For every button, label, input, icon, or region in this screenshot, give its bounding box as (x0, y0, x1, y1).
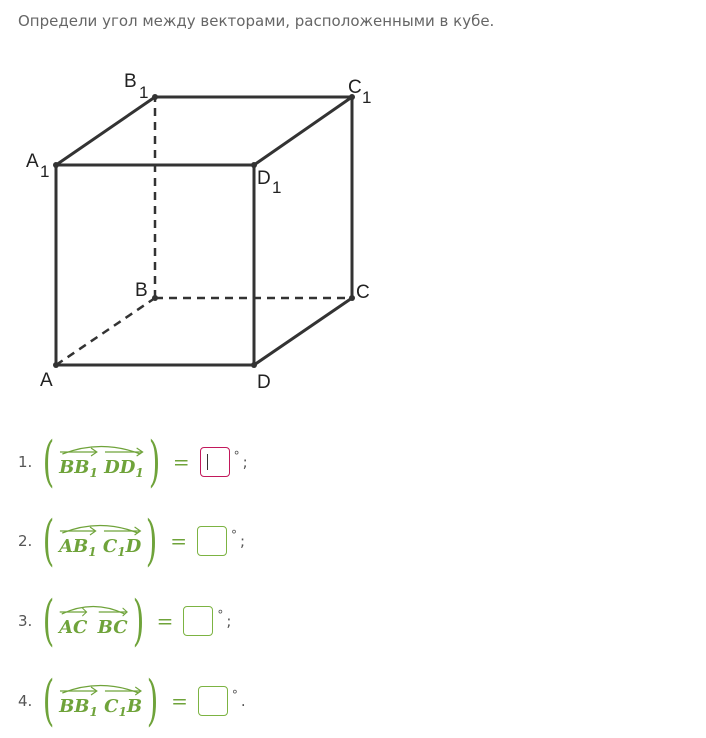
answer-input-1[interactable] (200, 447, 230, 477)
label-A1: A (26, 151, 39, 172)
vector-2: $DD_1$ (104, 457, 144, 480)
task-3 (18, 591, 231, 651)
label-D1-sub: 1 (272, 178, 282, 197)
label-A: A (40, 370, 53, 391)
vector-1: AC (59, 617, 87, 638)
angle-expression (59, 684, 142, 719)
degree-sign: ° (231, 688, 238, 702)
angle-expression (59, 605, 127, 638)
vector-1: $BB_1$ (59, 696, 98, 719)
equals-sign: = (171, 689, 188, 713)
left-paren: ( (42, 509, 55, 572)
edge-AB (56, 298, 155, 365)
left-paren: ( (42, 430, 55, 493)
label-A1-sub: 1 (40, 162, 50, 181)
right-paren: ) (132, 589, 144, 652)
label-C1: C (348, 77, 362, 98)
punctuation: ; (242, 453, 248, 471)
punctuation: ; (240, 532, 246, 550)
vector-2: $C_1B$ (104, 696, 142, 719)
task-1 (18, 432, 248, 492)
vector-1: $BB_1$ (59, 457, 98, 480)
left-paren: ( (42, 589, 55, 652)
degree-sign: ° (217, 608, 224, 622)
punctuation: . (240, 692, 246, 710)
label-D: D (257, 372, 271, 393)
label-C1-sub: 1 (362, 88, 372, 107)
vector-1: $AB_1$ (59, 536, 97, 559)
answer-input-4[interactable] (198, 686, 228, 716)
cube-diagram (0, 60, 400, 400)
vector-2: $C_1D$ (103, 536, 141, 559)
right-paren: ) (145, 509, 158, 572)
angle-expression (59, 445, 144, 480)
punctuation: ; (226, 612, 232, 630)
degree-sign: ° (231, 528, 238, 542)
angle-expression (59, 524, 141, 559)
task-2 (18, 511, 245, 571)
degree-sign: ° (233, 449, 240, 463)
edge-D1C1 (254, 97, 352, 165)
label-C: C (356, 282, 370, 303)
answer-input-3[interactable] (183, 606, 213, 636)
label-D1: D (257, 168, 271, 189)
equals-sign: = (170, 529, 188, 553)
task-4 (18, 671, 246, 731)
vector-2: BC (98, 617, 128, 638)
equals-sign: = (172, 450, 190, 474)
task-number: 2. (18, 532, 33, 550)
task-number: 4. (18, 692, 33, 710)
answer-input-2[interactable] (197, 526, 227, 556)
edge-DC (254, 298, 352, 365)
task-number: 3. (18, 612, 33, 630)
task-number: 1. (18, 453, 33, 471)
right-paren: ) (148, 430, 161, 493)
label-B: B (135, 280, 148, 301)
label-B1-sub: 1 (139, 83, 149, 102)
equals-sign: = (156, 609, 174, 633)
label-B1: B (124, 71, 137, 92)
edge-A1B1 (56, 97, 155, 165)
left-paren: ( (42, 669, 55, 732)
task-title: Определи угол между векторами, расположенными в кубе. (18, 12, 495, 30)
right-paren: ) (146, 669, 159, 732)
